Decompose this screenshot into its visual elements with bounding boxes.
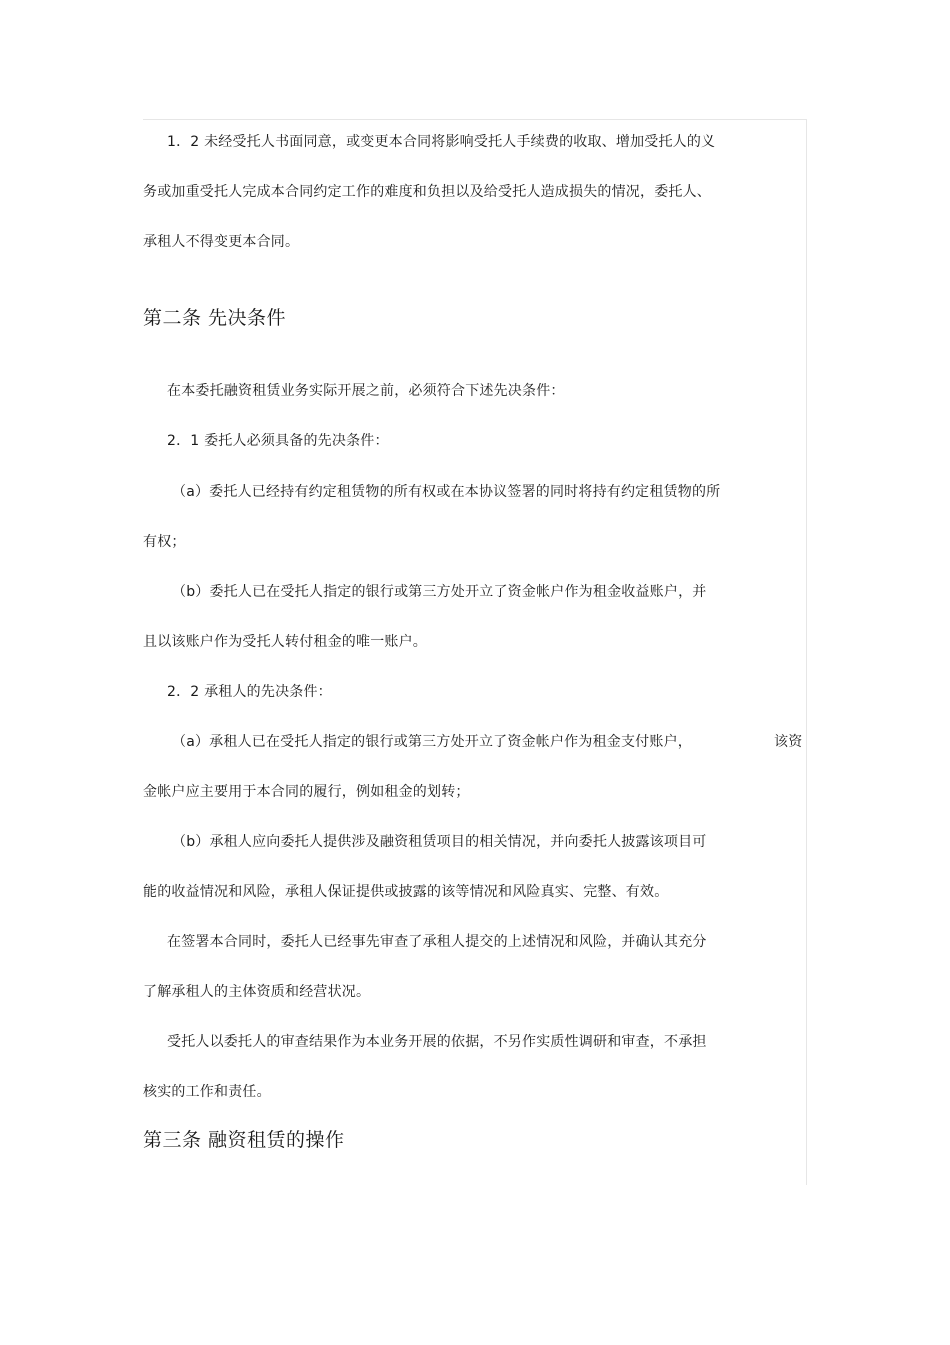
article-3-heading: 第三条 融资租赁的操作 <box>143 1129 345 1151</box>
clause-1-2-line-2: 务或加重受托人完成本合同约定工作的难度和负担以及给受托人造成损失的情况，委托人、 <box>143 184 711 200</box>
article-2-intro: 在本委托融资租赁业务实际开展之前，必须符合下述先决条件： <box>167 383 565 399</box>
section-2-2-item-a-line-2: 金帐户应主要用于本合同的履行，例如租金的划转； <box>143 784 470 800</box>
section-2-1-item-b-line-1: （b）委托人已在受托人指定的银行或第三方处开立了资金帐户作为租金收益账户，并 <box>172 584 707 600</box>
section-2-2-item-b-line-1: （b）承租人应向委托人提供涉及融资租赁项目的相关情况，并向委托人披露该项目可 <box>172 834 707 850</box>
section-2-2-item-a-line-1-tail: 该资 <box>774 734 803 750</box>
section-2-1-title: 2．1 委托人必须具备的先决条件： <box>167 433 389 449</box>
section-2-1-item-b-line-2: 且以该账户作为受托人转付租金的唯一账户。 <box>143 634 427 650</box>
review-paragraph-line-2: 了解承租人的主体资质和经营状况。 <box>143 984 371 1000</box>
trustee-paragraph-line-1: 受托人以委托人的审查结果作为本业务开展的依据，不另作实质性调研和审查，不承担 <box>167 1034 707 1050</box>
section-2-1-item-a-line-2: 有权； <box>143 534 186 550</box>
section-2-2-title: 2．2 承租人的先决条件： <box>167 684 332 700</box>
section-2-2-item-b-line-2: 能的收益情况和风险，承租人保证提供或披露的该等情况和风险真实、完整、有效。 <box>143 884 669 900</box>
trustee-paragraph-line-2: 核实的工作和责任。 <box>143 1084 271 1100</box>
clause-1-2-line-3: 承租人不得变更本合同。 <box>143 234 300 250</box>
section-2-2-item-a-line-1: （a）承租人已在受托人指定的银行或第三方处开立了资金帐户作为租金支付账户， <box>172 734 692 750</box>
article-2-heading: 第二条 先决条件 <box>143 307 287 329</box>
section-2-1-item-a-line-1: （a）委托人已经持有约定租赁物的所有权或在本协议签署的同时将持有约定租赁物的所 <box>172 484 721 500</box>
review-paragraph-line-1: 在签署本合同时，委托人已经事先审查了承租人提交的上述情况和风险，并确认其充分 <box>167 934 707 950</box>
page-frame <box>143 119 807 1185</box>
clause-1-2-line-1: 1．2 未经受托人书面同意，或变更本合同将影响受托人手续费的收取、增加受托人的义 <box>167 134 716 150</box>
